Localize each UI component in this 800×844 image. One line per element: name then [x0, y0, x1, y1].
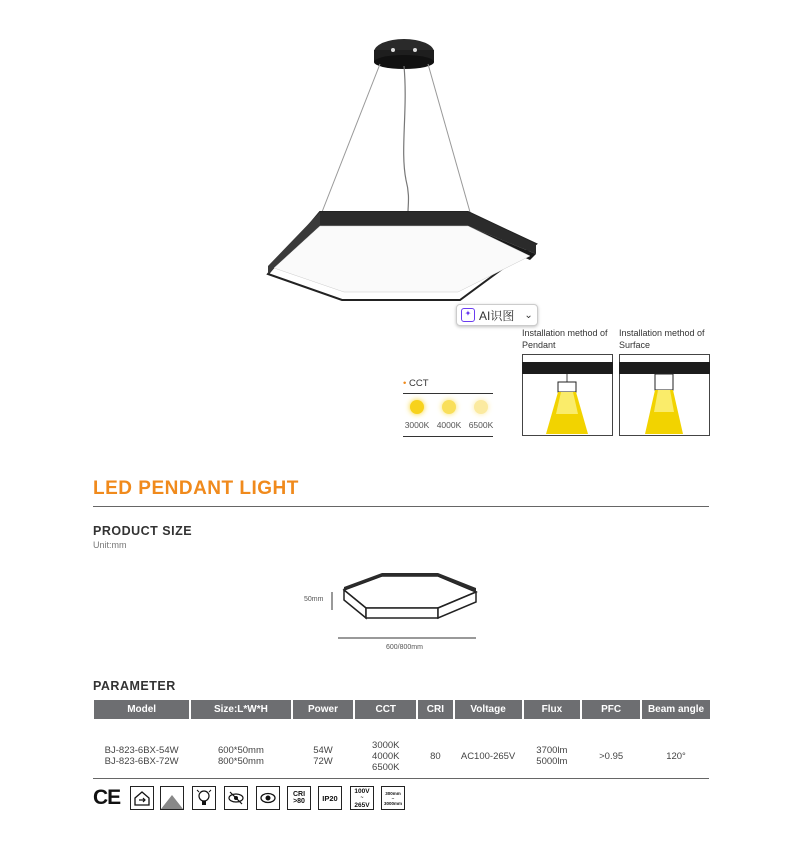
- cct-swatch-3000: 3000K: [403, 398, 431, 430]
- cri-badge-icon: CRI >80: [287, 786, 311, 810]
- cell-pfc: >0.95: [599, 750, 624, 762]
- eye-protection-icon: [256, 786, 280, 810]
- cct-swatches: [403, 398, 495, 430]
- ai-recognize-button[interactable]: [456, 304, 538, 326]
- table-bottom-rule: [93, 778, 709, 779]
- col-beam-angle: Beam angle: [642, 700, 710, 719]
- cct-dot-3000: [410, 400, 424, 414]
- unit-label: Unit:mm: [93, 540, 127, 550]
- cable-length-badge-icon: 300mm ~ 3000mm: [381, 786, 405, 810]
- parameter-heading: PARAMETER: [93, 679, 176, 693]
- ai-sparkle-icon: ✦: [461, 308, 475, 322]
- ai-button-label: AI识图: [479, 308, 515, 323]
- title-rule: [93, 506, 709, 507]
- cct-swatch-6500: 6500K: [467, 398, 495, 430]
- cell-cri: 80: [430, 750, 441, 762]
- product-size-heading: PRODUCT SIZE: [93, 524, 193, 538]
- col-model: Model: [94, 700, 189, 719]
- bullet-icon: •: [403, 378, 407, 389]
- cct-rule: [403, 393, 493, 394]
- cell-sizes: 600*50mm 800*50mm: [217, 745, 264, 767]
- cell-models: BJ-823-6BX-54W BJ-823-6BX-72W: [104, 745, 179, 767]
- cct-dot-4000: [442, 400, 456, 414]
- cct-dot-6500: [474, 400, 488, 414]
- voltage-badge-icon: 100V ~ 265V: [350, 786, 374, 810]
- surface-install-label: Installation method of Surface: [619, 328, 705, 350]
- ce-mark-icon: CE: [93, 786, 121, 809]
- cct-swatch-4000: 4000K: [435, 398, 463, 430]
- col-size: Size:L*W*H: [191, 700, 290, 719]
- col-cct: CCT: [355, 700, 416, 719]
- cct-rule-bottom: [403, 436, 493, 437]
- pendant-lamp-illustration: [260, 30, 550, 310]
- dimmable-bulb-icon: [192, 786, 216, 810]
- cell-ccts: 3000K 4000K 6500K: [372, 739, 400, 773]
- col-voltage: Voltage: [455, 700, 522, 719]
- pendant-install-label: Installation method of Pendant: [522, 328, 608, 350]
- page-title: LED PENDANT LIGHT: [93, 478, 299, 499]
- col-flux: Flux: [524, 700, 581, 719]
- ceiling-mount-icon: [160, 786, 184, 810]
- width-dimension: 600/800mm: [386, 644, 423, 651]
- chevron-down-icon: ⌄: [524, 309, 533, 321]
- ip20-badge-icon: IP20: [318, 786, 342, 810]
- table-row: [94, 719, 710, 793]
- indoor-use-icon: [130, 786, 154, 810]
- cct-heading: • CCT: [403, 378, 429, 389]
- parameter-table: [92, 700, 712, 793]
- cell-voltage: AC100-265V: [460, 750, 516, 762]
- col-pfc: PFC: [582, 700, 640, 719]
- col-cri: CRI: [418, 700, 452, 719]
- no-glare-icon: [224, 786, 248, 810]
- pendant-install-diagram: [522, 354, 613, 436]
- cell-flux: 3700lm 5000lm: [536, 745, 568, 767]
- table-header-row: [94, 700, 710, 719]
- surface-install-diagram: [619, 354, 710, 436]
- dimension-drawing: [300, 570, 490, 650]
- col-power: Power: [293, 700, 354, 719]
- height-dimension: 50mm: [304, 596, 324, 603]
- cell-powers: 54W 72W: [313, 745, 333, 767]
- cell-beam-angle: 120°: [666, 750, 686, 762]
